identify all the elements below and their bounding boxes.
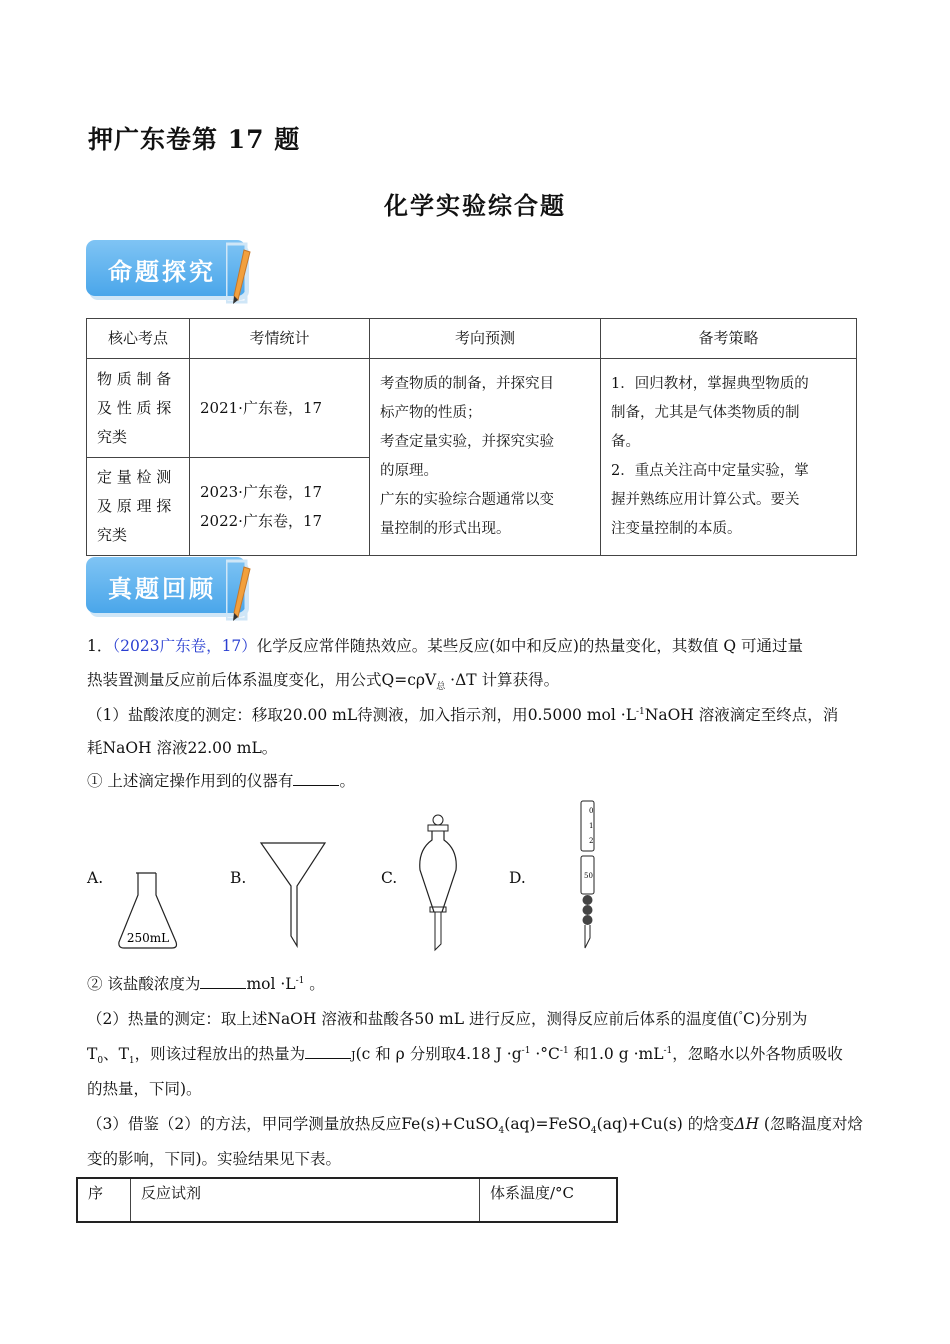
table-header: 核心考点 bbox=[87, 319, 190, 359]
banner-review bbox=[86, 557, 262, 623]
table-header: 反应试剂 bbox=[131, 1178, 480, 1222]
part2-line2: $T_0$、$T_1$，则该过程放出的热量为 J(c 和 ρ 分别取4.18 $J \cdot g^{-1} \cdot^\circ C^{-1}$ 和1.0 $g \cdot mL^{-1}$，忽略水以外各物质吸收 bbox=[87, 1045, 843, 1067]
subquestion-1: ① 上述滴定操作用到的仪器有 。 bbox=[87, 772, 355, 790]
scale-mark: 1 bbox=[589, 822, 594, 830]
question-intro-line2: 热装置测量反应前后体系温度变化，用公式Q=cρV$_总$ ·ΔT 计算获得。 bbox=[87, 671, 560, 693]
topic-cell: 物 质 制 备 及 性 质 探 究类 bbox=[87, 359, 190, 458]
analysis-table bbox=[86, 318, 857, 556]
part2-line3: 的热量，下同)。 bbox=[87, 1080, 202, 1098]
page-title: 押广东卷第 17 题 bbox=[88, 125, 301, 154]
table-header: 备考策略 bbox=[601, 319, 857, 359]
part1-line2: 耗NaOH 溶液22.00 mL。 bbox=[87, 739, 278, 757]
strategy-cell: 1．回归教材，掌握典型物质的 制备，尤其是气体类物质的制 备。 2．重点关注高中定量实验，掌 握并熟练应用计算公式。要关 注变量控制的本质。 bbox=[601, 359, 857, 556]
pencil-icon bbox=[226, 240, 256, 306]
forecast-cell: 考查物质的制备，并探究目 标产物的性质； 考查定量实验，并探究实验 的原理。 广东的实验综合题通常以变 量控制的形式出现。 bbox=[370, 359, 601, 556]
scale-mark: 0 bbox=[589, 807, 594, 815]
subquestion-2: ② 该盐酸浓度为 mol $\cdot L^{-1}$ 。 bbox=[87, 975, 325, 993]
stats-cell: 2021·广东卷，17 bbox=[190, 359, 370, 458]
table-header: 体系温度/°C bbox=[480, 1178, 618, 1222]
part2-line1: （2）热量的测定：取上述NaOH 溶液和盐酸各50 mL 进行反应，测得反应前后体系的温度值(°C)分别为 bbox=[87, 1010, 808, 1028]
topic-cell: 定 量 检 测 及 原 理 探 究类 bbox=[87, 458, 190, 556]
banner-explore bbox=[86, 240, 262, 306]
question-intro-line1: 1．（2023广东卷，17）化学反应常伴随热效应。某些反应(如中和反应)的热量变化，其数值 Q 可通过量 bbox=[87, 637, 803, 655]
option-d-label: D. bbox=[509, 869, 526, 887]
scale-mark: 2 bbox=[589, 837, 594, 845]
option-a-label: A. bbox=[87, 869, 104, 887]
pencil-icon bbox=[226, 557, 256, 623]
option-c-label: C. bbox=[381, 869, 398, 887]
answer-blank bbox=[293, 784, 339, 786]
table-header: 考情统计 bbox=[190, 319, 370, 359]
answer-blank bbox=[305, 1057, 351, 1059]
conical-flask-icon bbox=[116, 870, 180, 952]
flask-capacity-label: 250mL bbox=[126, 931, 170, 945]
part1-line1: （1）盐酸浓度的测定：移取20.00 mL待测液，加入指示剂，用0.5000 mol $\cdot L^{-1}NaOH$ 溶液滴定至终点，消 bbox=[87, 706, 839, 724]
answer-blank bbox=[200, 987, 246, 989]
part3-line1: （3）借鉴（2）的方法，甲同学测量放热反应Fe(s)+CuSO$_4$(aq)=FeSO$_4$(aq)+Cu(s) 的焓变ΔH (忽略温度对焓 bbox=[87, 1115, 863, 1137]
part3-line2: 变的影响，下同)。实验结果见下表。 bbox=[87, 1150, 342, 1168]
table-header: 序 bbox=[77, 1178, 131, 1222]
option-b-label: B. bbox=[230, 869, 247, 887]
burette-icon bbox=[576, 798, 602, 954]
scale-mark: 50 bbox=[584, 872, 593, 880]
result-table bbox=[76, 1177, 618, 1223]
question-source: （2023广东卷，17） bbox=[112, 637, 257, 655]
funnel-icon bbox=[258, 840, 328, 954]
banner-label: 真题回顾 bbox=[108, 575, 216, 603]
banner-label: 命题探究 bbox=[108, 258, 216, 286]
section-title: 化学实验综合题 bbox=[384, 191, 566, 220]
stats-cell: 2023·广东卷，17 2022·广东卷，17 bbox=[190, 458, 370, 556]
table-header: 考向预测 bbox=[370, 319, 601, 359]
separatory-funnel-icon bbox=[410, 810, 466, 954]
